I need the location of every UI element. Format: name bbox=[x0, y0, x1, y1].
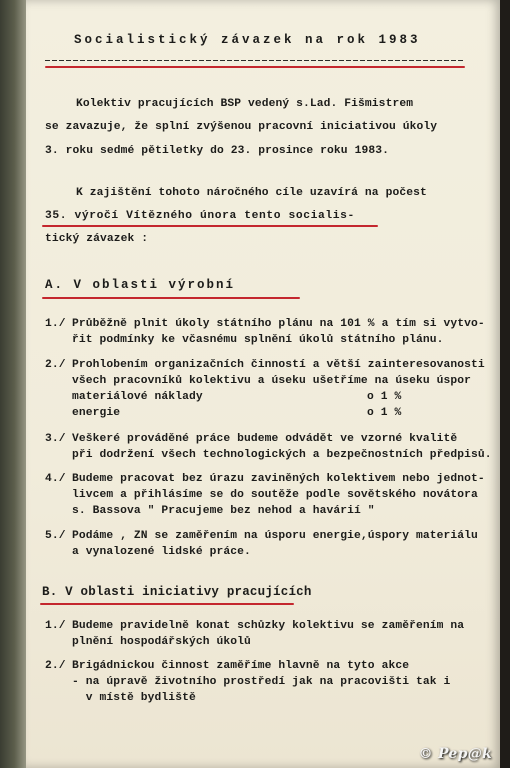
list-item-line: plnění hospodářských úkolů bbox=[72, 636, 251, 648]
section-a-red-underline bbox=[42, 297, 300, 299]
list-item-number: 2./ bbox=[45, 359, 66, 371]
intro-line: se zavazuje, že splní zvýšenou pracovní iniciativou úkoly bbox=[45, 121, 438, 133]
occasion-line: 35. výročí Vítězného února tento socialis- bbox=[45, 210, 355, 222]
list-item-line: Podáme , ZN se zaměřením na úsporu energie,úspory materiálu bbox=[72, 530, 478, 542]
background-strip bbox=[500, 0, 510, 768]
savings-label: energie bbox=[72, 407, 121, 419]
list-item-line: s. Bassova " Pracujeme bez nehod a havárií " bbox=[72, 505, 375, 517]
list-item-line: všech pracovníků kolektivu a úseku ušetříme na úseku úspor bbox=[72, 375, 471, 387]
savings-value: o 1 % bbox=[367, 407, 402, 419]
list-item-line: Průběžně plnit úkoly státního plánu na 101 % a tím si vytvo- bbox=[72, 318, 485, 330]
list-item-line: Brigádnickou činnost zaměříme hlavně na tyto akce bbox=[72, 660, 410, 672]
section-b-heading: B. V oblasti iniciativy pracujících bbox=[42, 585, 312, 599]
list-item-line: v místě bydliště bbox=[72, 692, 196, 704]
list-item-number: 2./ bbox=[45, 660, 66, 672]
title-red-underline bbox=[45, 66, 465, 68]
list-item-line: při dodržení všech technologických a bezpečnostních předpisů. bbox=[72, 449, 492, 461]
title-dashed-rule bbox=[45, 60, 463, 61]
list-item-line: Prohlobením organizačních činností a větší zainteresovanosti bbox=[72, 359, 485, 371]
savings-value: o 1 % bbox=[367, 391, 402, 403]
list-item-line: Veškeré prováděné práce budeme odvádět ve vzorné kvalitě bbox=[72, 433, 458, 445]
section-b-red-underline bbox=[40, 603, 294, 605]
list-item-number: 4./ bbox=[45, 473, 66, 485]
occasion-line: K zajištění tohoto náročného cíle uzavírá na počest bbox=[76, 187, 427, 199]
list-item-number: 3./ bbox=[45, 433, 66, 445]
savings-label: materiálové náklady bbox=[72, 391, 203, 403]
list-item-number: 5./ bbox=[45, 530, 66, 542]
list-item-number: 1./ bbox=[45, 620, 66, 632]
list-item-line: Budeme pravidelně konat schůzky kolektivu se zaměřením na bbox=[72, 620, 465, 632]
list-item-line: řit podmínky ke včasnému splnění úkolů státního plánu. bbox=[72, 334, 444, 346]
photographer-watermark: © Pep@k bbox=[418, 746, 492, 762]
intro-line: 3. roku sedmé pětiletky do 23. prosince roku 1983. bbox=[45, 145, 389, 157]
section-a-heading: A. V oblasti výrobní bbox=[45, 278, 236, 292]
list-item-line: - na úpravě životního prostředí jak na pracovišti tak i bbox=[72, 676, 451, 688]
document-title: Socialistický závazek na rok 1983 bbox=[74, 33, 421, 47]
list-item-line: livcem a přihlásíme se do soutěže podle sovětského novátora bbox=[72, 489, 478, 501]
list-item-line: Budeme pracovat bez úrazu zaviněných kolektivem nebo jednot- bbox=[72, 473, 485, 485]
list-item-line: a vynalozené lidské práce. bbox=[72, 546, 251, 558]
occasion-line: tický závazek : bbox=[45, 233, 149, 245]
list-item-number: 1./ bbox=[45, 318, 66, 330]
intro-line: Kolektiv pracujících BSP vedený s.Lad. Fišmistrem bbox=[76, 98, 414, 110]
occasion-red-underline bbox=[42, 225, 378, 227]
